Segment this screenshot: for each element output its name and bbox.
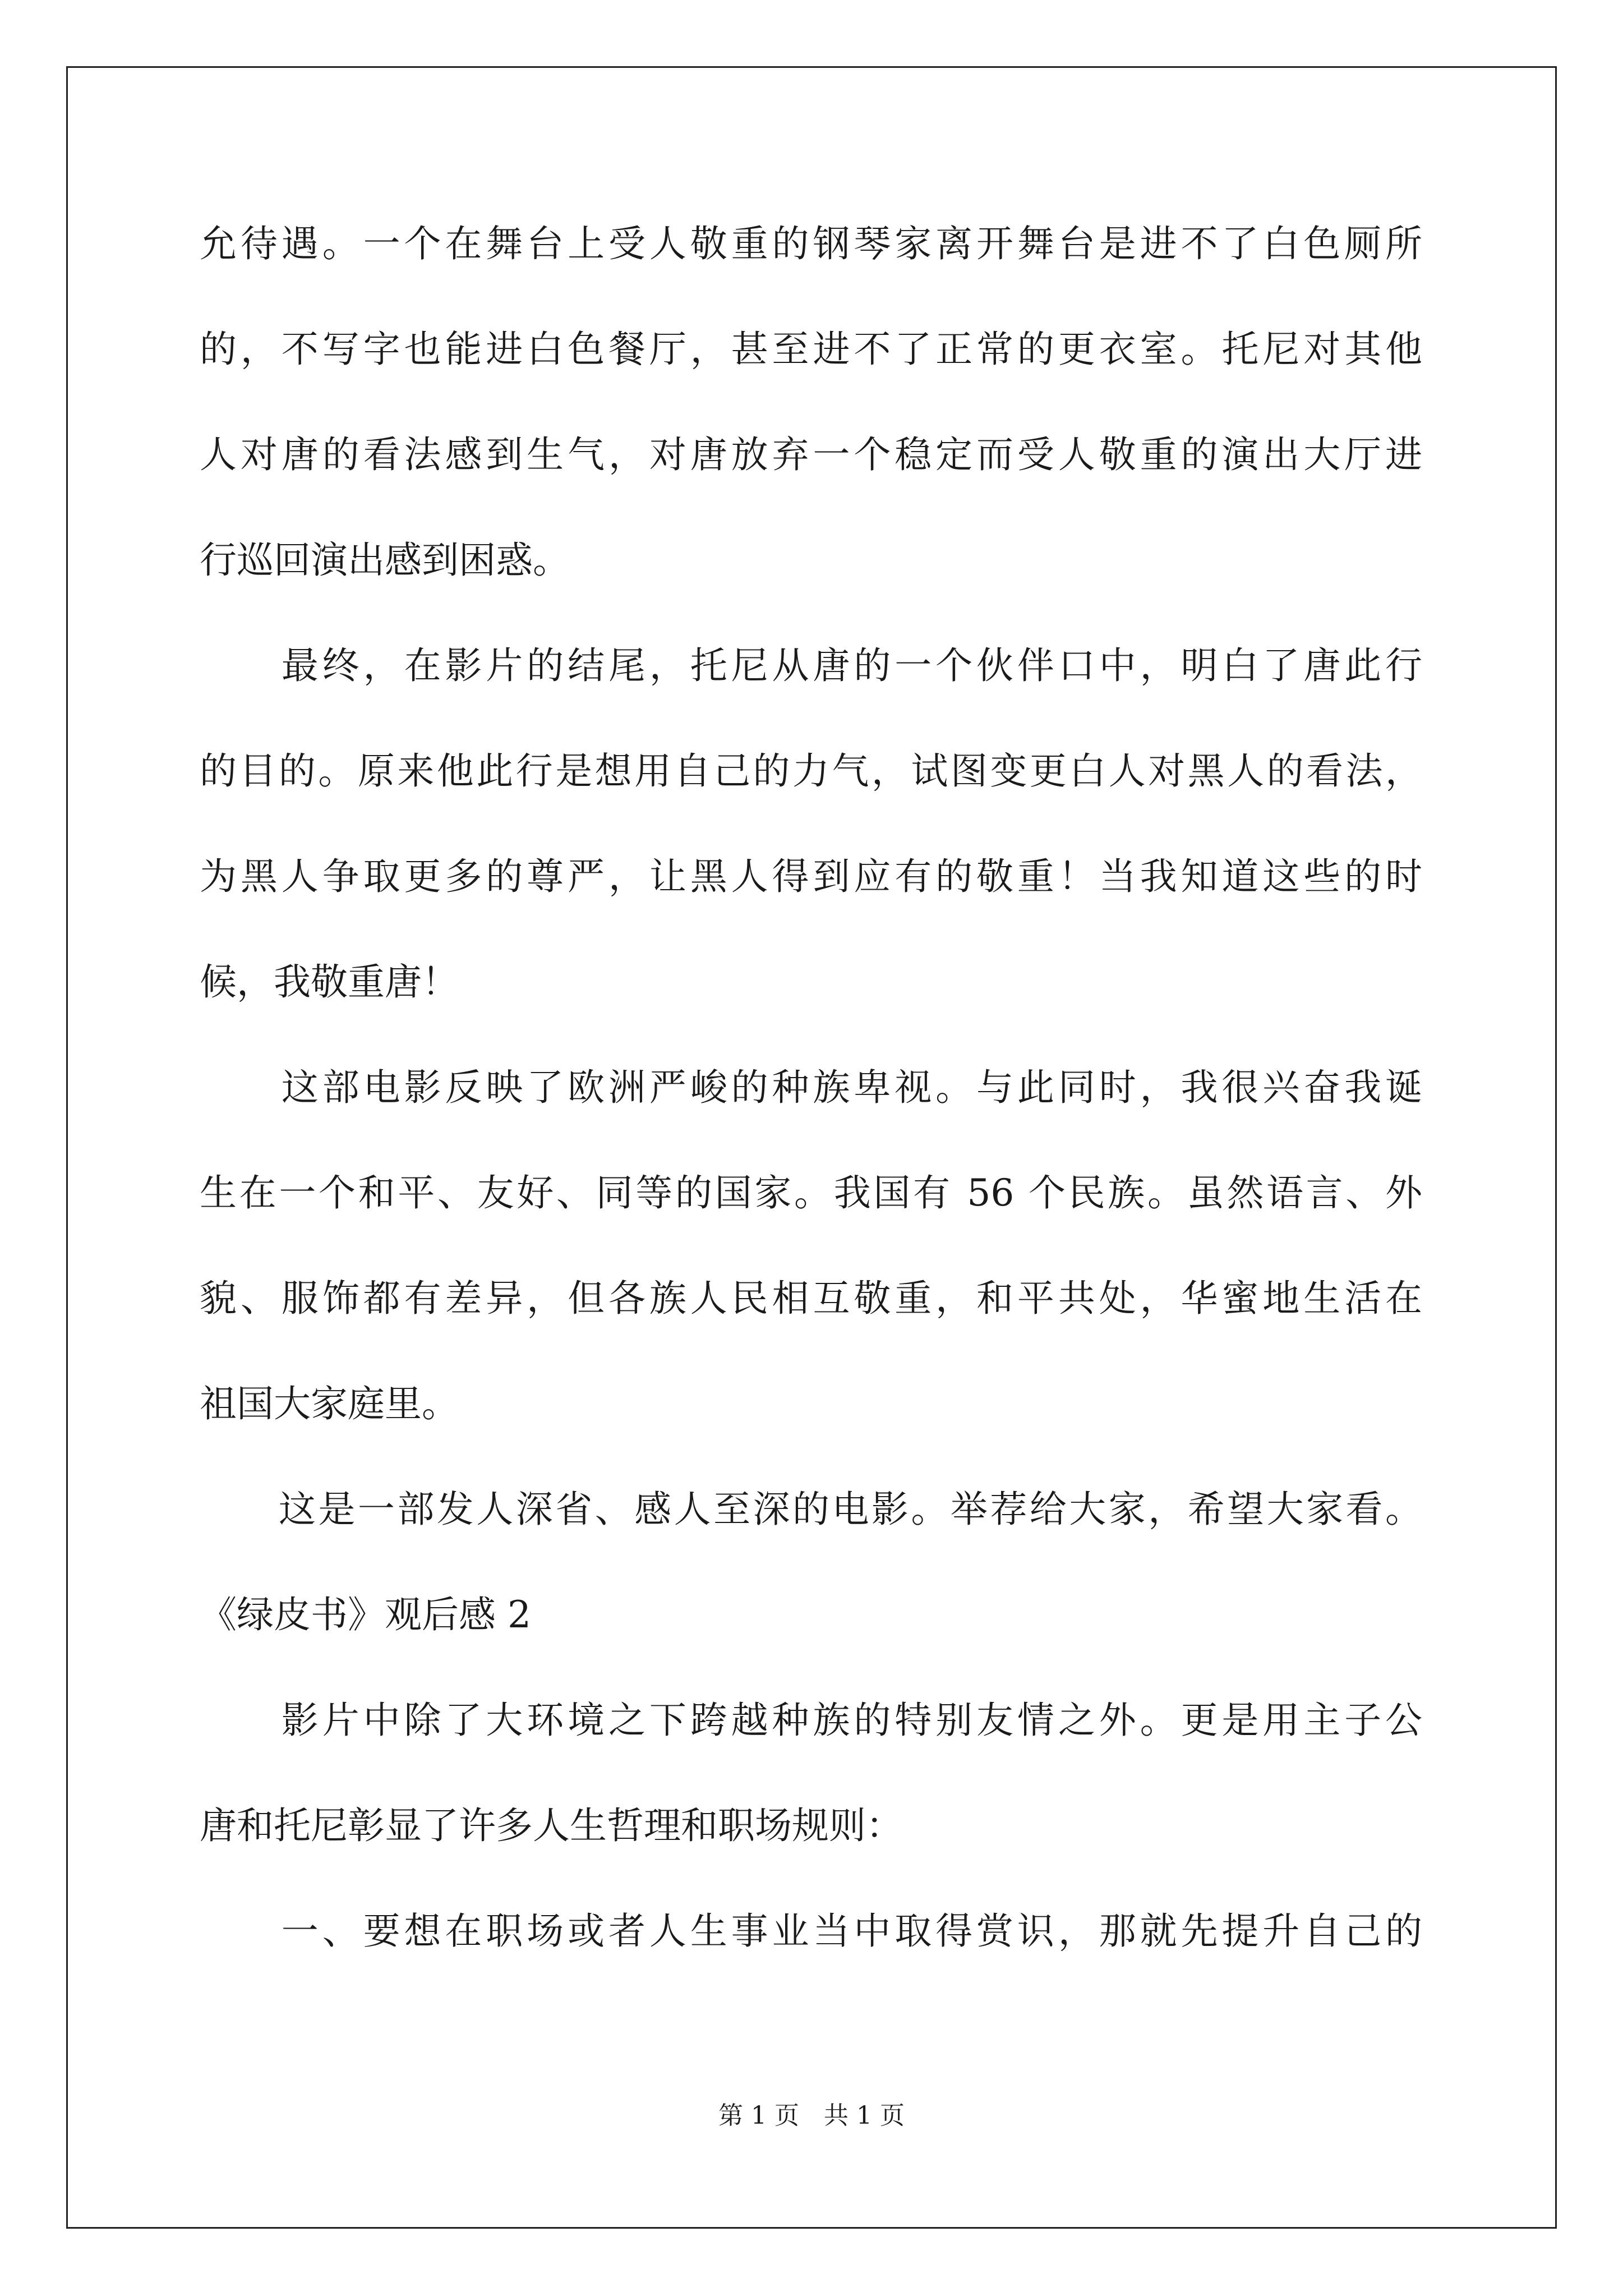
text-line: 祖国大家庭里。 (200, 1382, 459, 1425)
text-line: 唐和托尼彰显了许多人生哲理和职场规则： (200, 1804, 903, 1847)
text-line: 这是一部发人深省、感人至深的电影。举荐给大家，希望大家看。 (200, 1488, 1422, 1531)
text-line: 人对唐的看法感到生气，对唐放弃一个稳定而受人敬重的演出大厅进 (200, 433, 1422, 476)
text-line: 的目的。原来他此行是想用自己的力气，试图变更白人对黑人的看法， (200, 749, 1422, 793)
text-line: 这部电影反映了欧洲严峻的种族卑视。与此同时，我很兴奋我诞 (200, 1066, 1422, 1109)
text-line: 允待遇。一个在舞台上受人敬重的钢琴家离开舞台是进不了白色厕所 (200, 222, 1422, 265)
text-line: 行巡回演出感到困惑。 (200, 539, 570, 582)
text-line: 的，不写字也能进白色餐厅，甚至进不了正常的更衣室。托尼对其他 (200, 328, 1422, 371)
section-heading: 《绿皮书》观后感 2 (200, 1593, 531, 1636)
text-line: 最终，在影片的结尾，托尼从唐的一个伙伴口中，明白了唐此行 (200, 644, 1422, 687)
text-line: 候，我敬重唐！ (200, 960, 459, 1004)
page-border (66, 66, 1557, 2229)
text-line: 生在一个和平、友好、同等的国家。我国有 56 个民族。虽然语言、外 (200, 1171, 1422, 1214)
text-line: 一、要想在职场或者人生事业当中取得赏识，那就先提升自己的 (200, 1910, 1422, 1953)
text-line: 影片中除了大环境之下跨越种族的特别友情之外。更是用主子公 (200, 1699, 1422, 1742)
page-footer: 第 1 页 共 1 页 (718, 2101, 905, 2130)
text-line: 为黑人争取更多的尊严，让黑人得到应有的敬重！当我知道这些的时 (200, 855, 1422, 898)
text-line: 貌、服饰都有差异，但各族人民相互敬重，和平共处，华蜜地生活在 (200, 1277, 1422, 1320)
